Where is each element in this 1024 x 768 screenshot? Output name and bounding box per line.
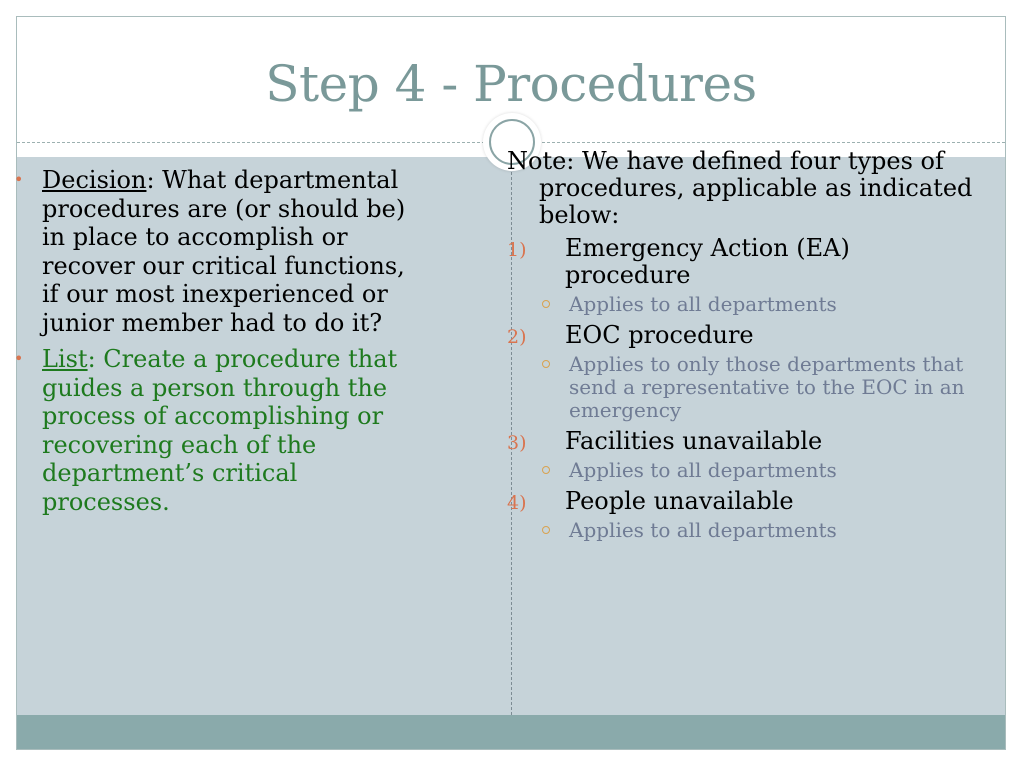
note-text: Note: We have defined four types of procedures, applicable as indicated below: [507,147,973,229]
item-number: 4) [507,492,527,514]
decision-label: Decision [42,166,147,194]
sub-bullet-icon [542,526,550,534]
item-text: People unavailable [565,487,794,515]
item-text: Emergency Action (EA) procedure [565,234,850,289]
procedure-sub [507,459,977,482]
procedure-item [507,322,977,349]
sub-bullet-icon [542,300,550,308]
sub-text: Applies to all departments [569,518,837,542]
footer-band [17,715,1005,749]
item-number: 3) [507,432,527,454]
slide-title: Step 4 - Procedures [265,55,757,113]
sub-bullet-icon [542,360,550,368]
sub-bullet-icon [542,466,550,474]
decision-text: : What departmental procedures are (or should be) in place to accomplish or recover our critical functions, if our most inexperienced or junior member had to do it? [42,166,406,337]
bullet-dot-icon: • [14,170,24,189]
right-column [507,148,977,542]
sub-text: Applies to all departments [569,458,837,482]
list-label: List [42,345,88,373]
procedure-sub [507,293,977,316]
bullet-dot-icon: • [14,349,24,368]
list-text: : Create a procedure that guides a person through the process of accomplishing or recovering each of the department’s critical processes. [42,345,398,516]
item-number: 1) [507,239,527,261]
procedure-sub [507,519,977,542]
procedure-item [507,428,977,455]
procedure-item [507,488,977,515]
sub-text: Applies to only those departments that send a representative to the EOC in an emergency [569,352,965,422]
item-text: Facilities unavailable [565,427,823,455]
item-number: 2) [507,326,527,348]
procedure-sub [507,353,977,422]
procedure-item [507,235,977,289]
bullet-list [10,345,410,516]
item-text: EOC procedure [565,321,754,349]
left-column [10,166,410,524]
sub-text: Applies to all departments [569,292,837,316]
bullet-decision [10,166,410,337]
